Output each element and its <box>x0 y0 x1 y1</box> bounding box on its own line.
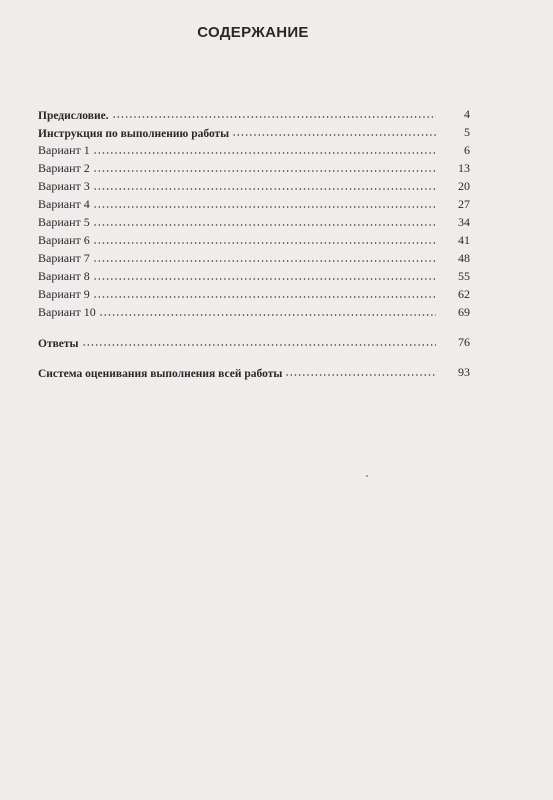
toc-entry-label: Ответы <box>38 338 79 350</box>
dot-leader <box>112 115 436 119</box>
toc-entry-label: Система оценивания выполнения всей работы <box>38 368 283 380</box>
toc-entry-page: 41 <box>458 233 470 247</box>
dot-leader <box>232 133 436 137</box>
toc-entry-page: 5 <box>464 125 470 139</box>
dot-leader <box>99 313 436 317</box>
toc-entry-label: Вариант 3 <box>38 179 90 193</box>
toc-entry-page: 27 <box>458 197 470 211</box>
toc-entry-page: 62 <box>458 287 470 301</box>
toc-entry-variant-6 <box>38 230 470 248</box>
toc-entry-variant-2 <box>38 158 470 176</box>
toc-entry-page: 76 <box>458 335 470 349</box>
toc-entry-page: 34 <box>458 215 470 229</box>
dot-leader <box>93 187 436 191</box>
toc-entry-variant-10 <box>38 302 470 320</box>
toc-entry-page: 55 <box>458 269 470 283</box>
toc-entry-variant-3 <box>38 176 470 194</box>
toc-entry-label: Вариант 7 <box>38 251 90 265</box>
toc-entry-instructions <box>38 122 470 140</box>
toc-entry-label: Вариант 4 <box>38 197 90 211</box>
toc-entry-variant-9 <box>38 284 470 302</box>
toc-entry-label: Вариант 8 <box>38 269 90 283</box>
toc-entry-label: Вариант 10 <box>38 305 96 319</box>
toc-entry-variant-4 <box>38 194 470 212</box>
toc-entry-page: 69 <box>458 305 470 319</box>
toc-entry-label: Вариант 2 <box>38 161 90 175</box>
paper-speck <box>366 475 368 477</box>
dot-leader <box>93 223 436 227</box>
toc-entry-label: Вариант 9 <box>38 287 90 301</box>
toc-entry-page: 20 <box>458 179 470 193</box>
toc-entry-label: Инструкция по выполнению работы <box>38 128 230 140</box>
toc-entry-label: Предисловие. <box>38 110 109 122</box>
dot-leader <box>82 343 436 347</box>
dot-leader <box>93 169 436 173</box>
toc-entry-page: 13 <box>458 161 470 175</box>
toc-entry-preface <box>38 104 470 122</box>
toc-entry-label: Вариант 5 <box>38 215 90 229</box>
toc-entry-grading-system <box>38 362 470 380</box>
toc-entry-variant-1 <box>38 140 470 158</box>
dot-leader <box>93 205 436 209</box>
dot-leader <box>93 151 436 155</box>
toc-entry-page: 4 <box>464 107 470 121</box>
dot-leader <box>93 259 436 263</box>
table-of-contents <box>38 104 470 380</box>
toc-entry-label: Вариант 1 <box>38 143 90 157</box>
toc-entry-page: 93 <box>458 365 470 379</box>
toc-entry-page: 6 <box>464 143 470 157</box>
toc-entry-label: Вариант 6 <box>38 233 90 247</box>
dot-leader <box>285 373 436 377</box>
toc-entry-variant-7 <box>38 248 470 266</box>
dot-leader <box>93 295 436 299</box>
toc-entry-variant-5 <box>38 212 470 230</box>
dot-leader <box>93 277 436 281</box>
toc-entry-variant-8 <box>38 266 470 284</box>
toc-entry-answers <box>38 332 470 350</box>
dot-leader <box>93 241 436 245</box>
page-title: СОДЕРЖАНИЕ <box>197 24 309 41</box>
toc-entry-page: 48 <box>458 251 470 265</box>
